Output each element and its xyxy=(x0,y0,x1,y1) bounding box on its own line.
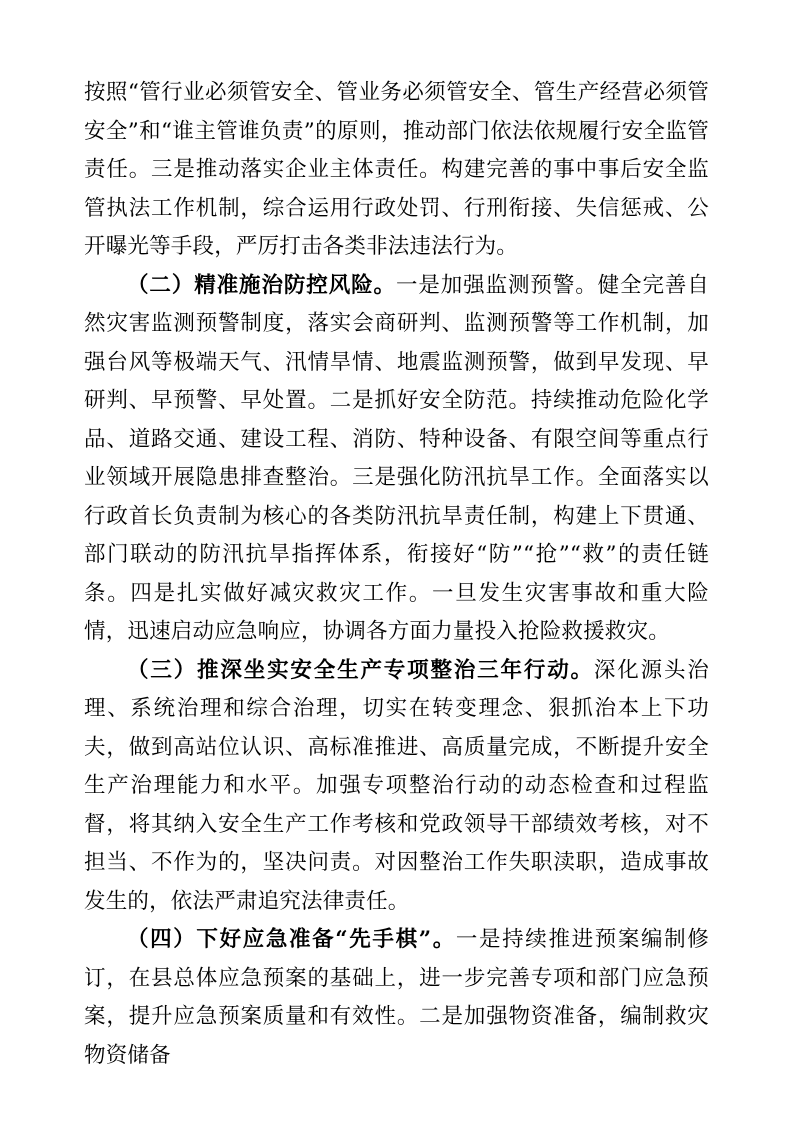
paragraph-section-2 xyxy=(84,267,709,652)
paragraph-section-4 xyxy=(84,921,709,1075)
section-heading-3: （三）推深坐实安全生产专项整治三年行动。 xyxy=(127,657,594,683)
paragraph-section-3 xyxy=(84,652,709,922)
paragraph-text: 按照“管行业必须管安全、管业务必须管安全、管生产经营必须管安全”和“谁主管谁负责”的原则，推动部门依法依规履行安全监管责任。三是推动落实企业主体责任。构建完善的事中事后安全监管执法工作机制，综合运用行政处罚、行刑衔接、失信惩戒、公开曝光等手段，严厉打击各类非法违法行为。 xyxy=(84,80,709,259)
paragraph-text: 一是加强监测预警。健全完善自然灾害监测预警制度，落实会商研判、监测预警等工作机制，加强台风等极端天气、汛情旱情、地震监测预警，做到早发现、早研判、早预警、早处置。二是抓好安全防范。持续推动危险化学品、道路交通、建设工程、消防、特种设备、有限空间等重点行业领域开展隐患排查整治。三是强化防汛抗旱工作。全面落实以行政首长负责制为核心的各类防汛抗旱责任制，构建上下贯通、部门联动的防汛抗旱指挥体系，衔接好“防”“抢”“救”的责任链条。四是扎实做好减灾救灾工作。一旦发生灾害事故和重大险情，迅速启动应急响应，协调各方面力量投入抢险救援救灾。 xyxy=(84,272,709,644)
section-heading-2: （二）精准施治防控风险。 xyxy=(127,272,396,298)
paragraph-continued xyxy=(84,74,709,267)
section-heading-4: （四）下好应急准备“先手棋”。 xyxy=(127,927,456,952)
paragraph-text: 一是持续推进预案编制修订，在县总体应急预案的基础上，进一步完善专项和部门应急预案，提升应急预案质量和有效性。二是加强物资准备，编制救灾物资储备 xyxy=(84,927,709,1068)
paragraph-text: 深化源头治理、系统治理和综合治理，切实在转变理念、狠抓治本上下功夫，做到高站位认识、高标准推进、高质量完成，不断提升安全生产治理能力和水平。加强专项整治行动的动态检查和过程监督，将其纳入安全生产工作考核和党政领导干部绩效考核，对不担当、不作为的，坚决问责。对因整治工作失职渎职，造成事故发生的，依法严肃追究法律责任。 xyxy=(84,657,709,914)
document-body xyxy=(84,74,709,1075)
